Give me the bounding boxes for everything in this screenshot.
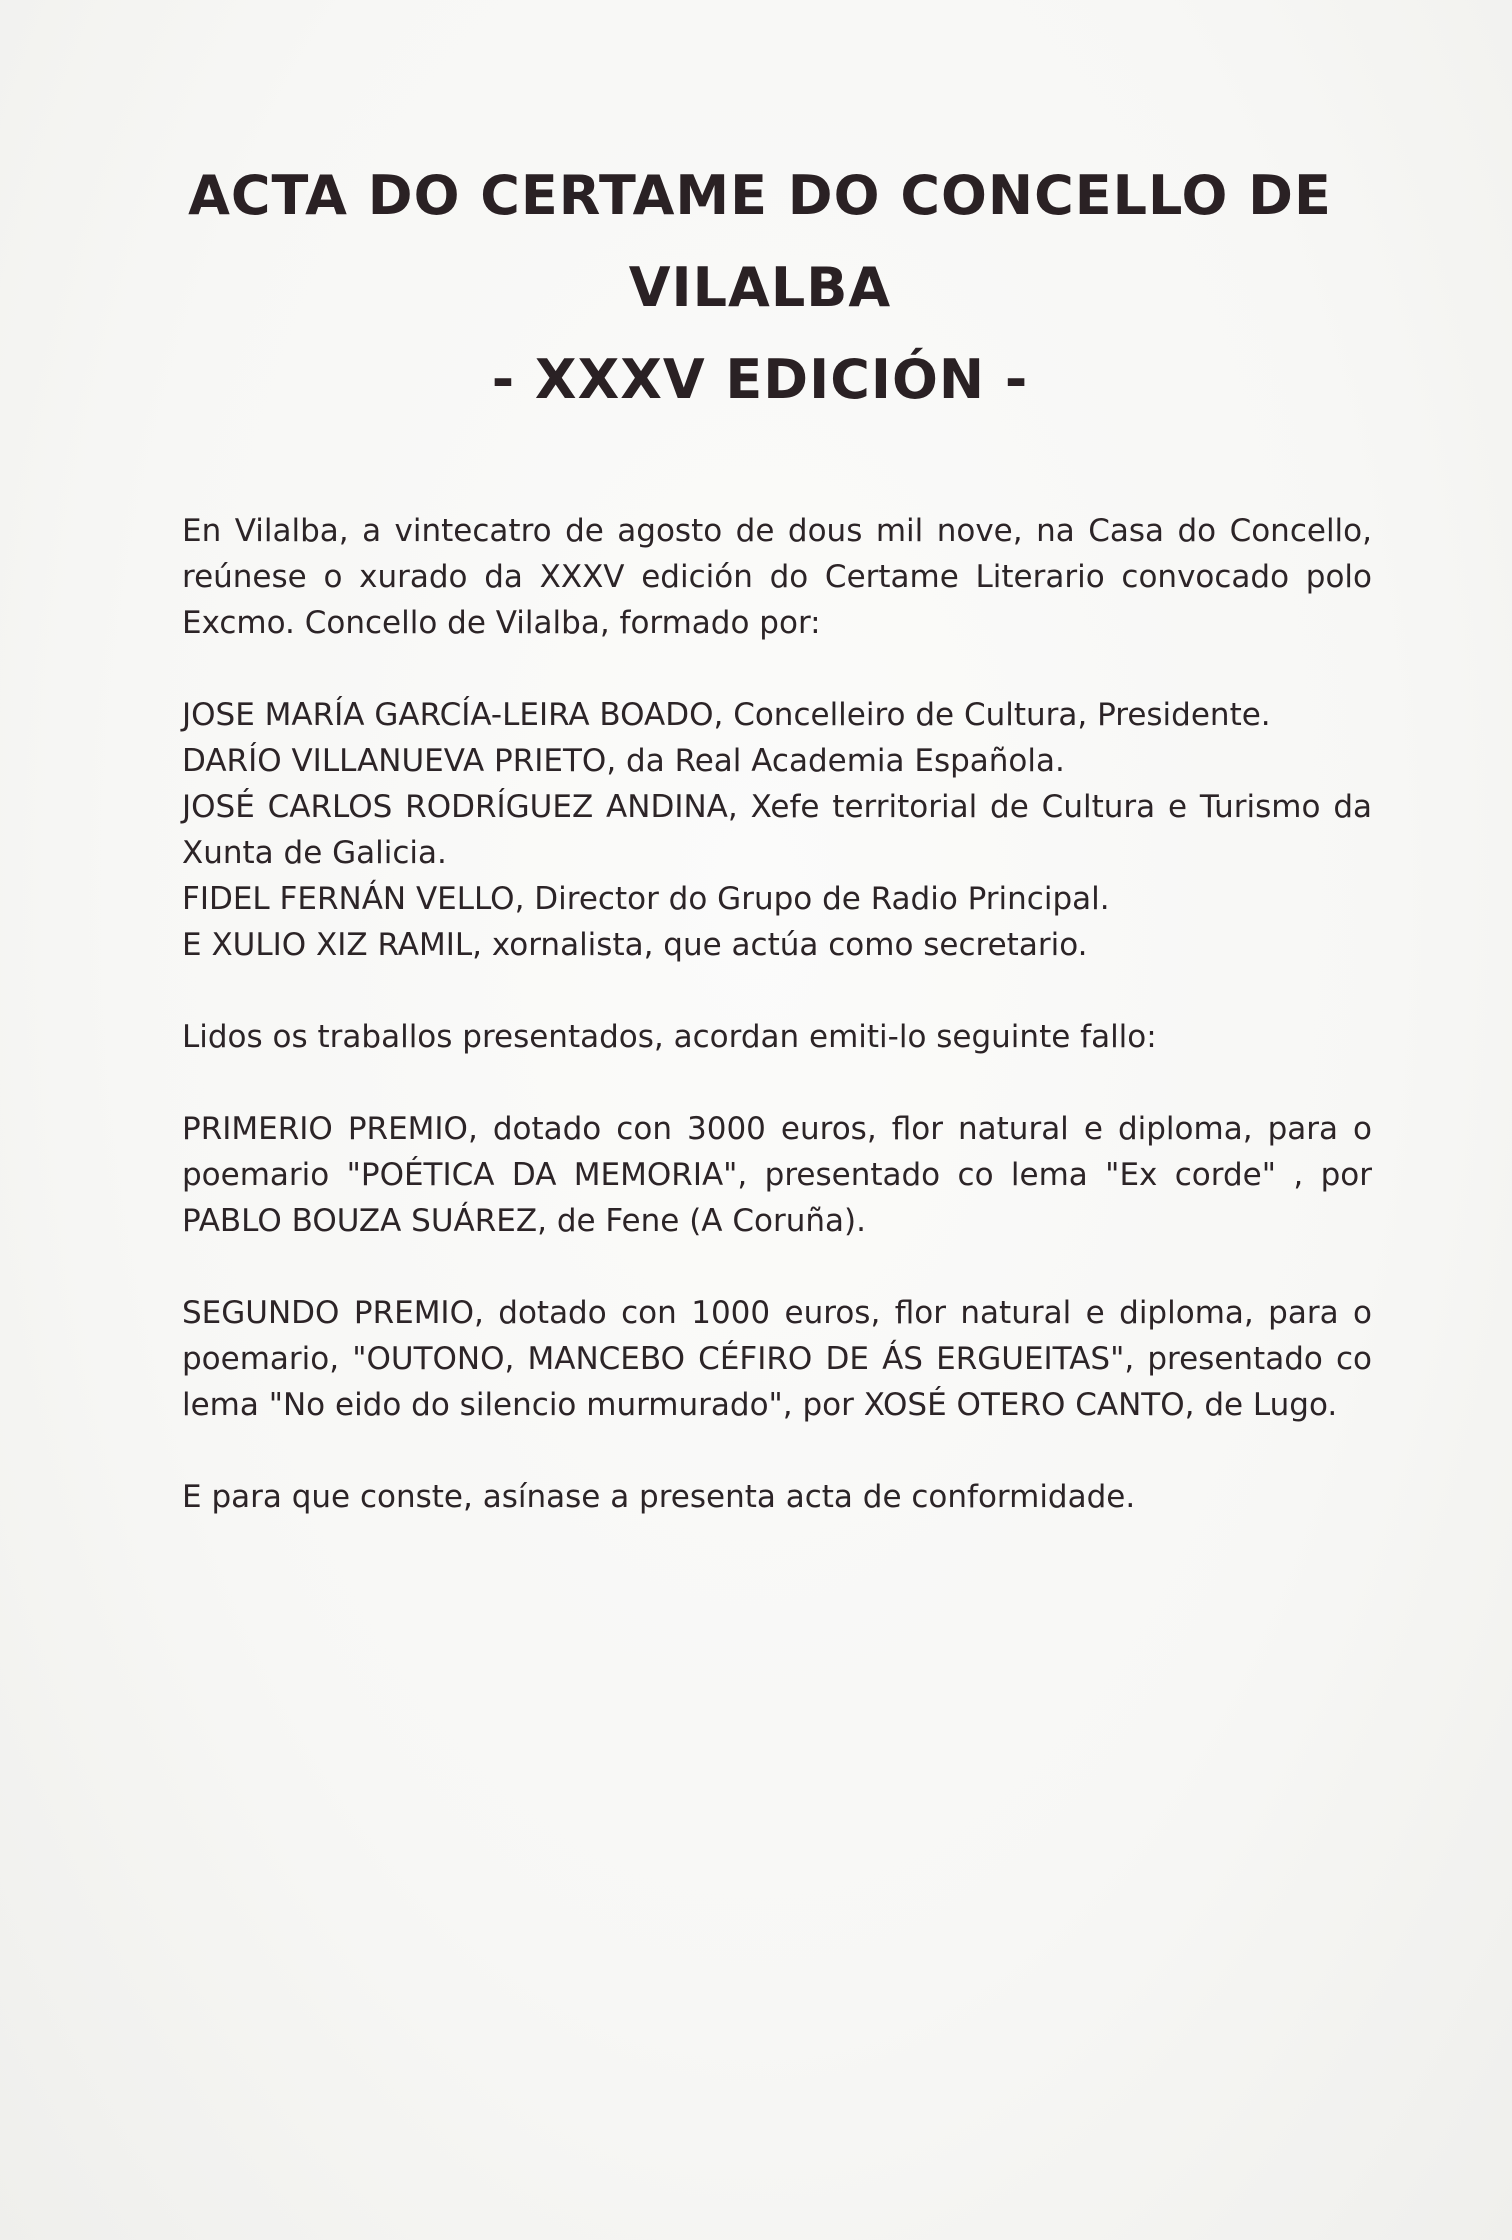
title-line-1: ACTA DO CERTAME DO CONCELLO DE	[188, 164, 1332, 227]
jury-list	[182, 692, 1372, 968]
jury-member: JOSÉ CARLOS RODRÍGUEZ ANDINA, Xefe territorial de Cultura e Turismo da Xunta de Galicia.	[182, 789, 1372, 871]
jury-member: JOSE MARÍA GARCÍA-LEIRA BOADO, Concelleiro de Cultura, Presidente.	[182, 697, 1271, 733]
document-body	[182, 508, 1372, 1566]
second-prize-paragraph: SEGUNDO PREMIO, dotado con 1000 euros, flor natural e diploma, para o poemario, "OUTONO, MANCEBO CÉFIRO DE ÁS ERGUEITAS", presentado co lema "No eido do silencio murmurado", por XOSÉ OTERO CANTO, de Lugo.	[182, 1295, 1372, 1423]
first-prize-paragraph: PRIMERIO PREMIO, dotado con 3000 euros, flor natural e diploma, para o poemario "POÉTICA DA MEMORIA", presentado co lema "Ex corde" , por PABLO BOUZA SUÁREZ, de Fene (A Coruña).	[182, 1111, 1372, 1239]
intro-paragraph: En Vilalba, a vintecatro de agosto de dous mil nove, na Casa do Concello, reúnese o xurado da XXXV edición do Certame Literario convocado polo Excmo. Concello de Vilalba, formado por:	[182, 513, 1372, 641]
jury-member: FIDEL FERNÁN VELLO, Director do Grupo de Radio Principal.	[182, 881, 1110, 917]
jury-member: E XULIO XIZ RAMIL, xornalista, que actúa como secretario.	[182, 927, 1088, 963]
document-title	[180, 150, 1340, 426]
jury-member: DARÍO VILLANUEVA PRIETO, da Real Academia Española.	[182, 743, 1065, 779]
title-line-2: VILALBA	[628, 256, 892, 319]
title-line-3: - XXXV EDICIÓN -	[491, 348, 1029, 411]
verdict-intro-paragraph: Lidos os traballos presentados, acordan emiti-lo seguinte fallo:	[182, 1019, 1157, 1055]
closing-paragraph: E para que conste, asínase a presenta acta de conformidade.	[182, 1479, 1136, 1515]
